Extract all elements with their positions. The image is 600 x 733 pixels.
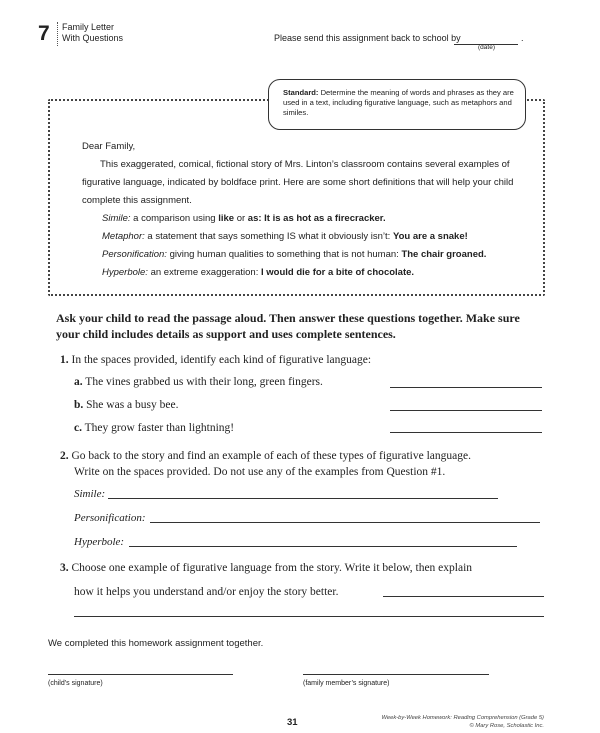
letter-paragraph-text: This exaggerated, comical, fictional story of Mrs. Linton’s classroom contains several examples of figurative language, indicated by boldface print. Here are some short definitions that will help your child complete this assignment.	[82, 159, 514, 206]
metaphor-example: You are a snake!	[392, 231, 468, 242]
hyperbole-example: I would die for a bite of chocolate.	[260, 267, 415, 278]
metaphor-definition	[82, 228, 532, 246]
q3-answer-line-1[interactable]	[383, 596, 544, 597]
personification-example: The chair groaned.	[401, 249, 487, 260]
question-2	[60, 448, 560, 480]
credit-line2: © Mary Rose, Scholastic Inc.	[469, 722, 544, 729]
q1-item-c	[74, 422, 234, 434]
q1-answer-line-c[interactable]	[390, 432, 542, 433]
hyperbole-def: an extreme exaggeration:	[150, 267, 259, 278]
q2-number: 2.	[60, 450, 69, 462]
simile-like: like	[218, 213, 235, 224]
q1-number: 1.	[60, 354, 69, 366]
simile-answer-line[interactable]	[108, 498, 498, 499]
q3-number: 3.	[60, 562, 69, 574]
family-signature-label: (family member’s signature)	[303, 680, 390, 687]
lesson-title-line2: With Questions	[62, 33, 124, 43]
q3-text-line2: how it helps you understand and/or enjoy the story better.	[74, 586, 339, 598]
letter-paragraph	[82, 156, 532, 210]
instructions: Ask your child to read the passage aloud. Then answer these questions together. Make sure your child includes details as support and uses complete sentences.	[56, 311, 520, 341]
child-signature-line[interactable]	[48, 674, 233, 675]
personification-definition	[82, 246, 532, 264]
lesson-divider	[57, 22, 58, 46]
family-letter	[82, 138, 532, 282]
personification-answer-line[interactable]	[150, 522, 540, 523]
send-back-text: Please send this assignment back to school by	[274, 33, 461, 43]
standard-text: Determine the meaning of words and phrases as they are used in a text, including figurative language, such as metaphors and similes.	[283, 88, 514, 117]
personification-def: giving human qualities to something that is not human:	[169, 249, 399, 260]
q1-answer-line-b[interactable]	[390, 410, 542, 411]
credit	[382, 715, 545, 730]
q3-text-line1: Choose one example of figurative language from the story. Write it below, then explain	[71, 562, 473, 574]
q1-item-a	[74, 376, 323, 388]
q1-item-b-letter: b.	[74, 399, 84, 411]
question-1	[60, 352, 550, 368]
send-back-period: .	[521, 33, 524, 43]
q1-item-b-text: She was a busy bee.	[86, 399, 179, 411]
child-signature-label: (child’s signature)	[48, 680, 103, 687]
q1-text: In the spaces provided, identify each kind of figurative language:	[71, 354, 372, 366]
simile-def: a comparison using	[133, 213, 216, 224]
family-signature-line[interactable]	[303, 674, 489, 675]
page-number: 31	[287, 717, 298, 728]
q2-text-line2: Write on the spaces provided. Do not use any of the examples from Question #1.	[74, 466, 446, 478]
hyperbole-definition	[82, 264, 532, 282]
standard-label: Standard:	[283, 88, 319, 97]
completed-together-text: We completed this homework assignment together.	[48, 638, 264, 649]
standard-box	[268, 79, 526, 130]
date-label: (date)	[478, 44, 495, 51]
credit-line1: Week-by-Week Homework: Reading Comprehension (Grade 5)	[381, 715, 544, 721]
hyperbole-label: Hyperbole:	[102, 267, 148, 278]
metaphor-def: a statement that says something IS what it obviously isn’t:	[147, 231, 391, 242]
q1-item-a-text: The vines grabbed us with their long, green fingers.	[85, 376, 323, 388]
q1-item-b	[74, 399, 178, 411]
simile-definition	[82, 210, 532, 228]
simile-as: as:	[247, 213, 262, 224]
lesson-number: 7	[38, 22, 50, 45]
lesson-title	[62, 22, 123, 44]
personification-field-label: Personification:	[74, 512, 146, 524]
q1-item-c-letter: c.	[74, 422, 82, 434]
simile-or: or	[236, 213, 246, 224]
letter-greeting: Dear Family,	[82, 141, 136, 152]
question-3	[60, 560, 560, 600]
hyperbole-answer-line[interactable]	[129, 546, 517, 547]
personification-label: Personification:	[102, 249, 167, 260]
simile-label: Simile:	[102, 213, 131, 224]
lesson-title-line1: Family Letter	[62, 22, 115, 32]
simile-example: It is as hot as a firecracker.	[264, 213, 386, 224]
q1-answer-line-a[interactable]	[390, 387, 542, 388]
simile-field-label: Simile:	[74, 488, 106, 500]
metaphor-label: Metaphor:	[102, 231, 145, 242]
q1-item-c-text: They grow faster than lightning!	[84, 422, 235, 434]
q1-item-a-letter: a.	[74, 376, 83, 388]
q3-answer-line-2[interactable]	[74, 616, 544, 617]
hyperbole-field-label: Hyperbole:	[74, 536, 125, 548]
q2-text-line1: Go back to the story and find an example of each of these types of figurative language.	[71, 450, 471, 462]
